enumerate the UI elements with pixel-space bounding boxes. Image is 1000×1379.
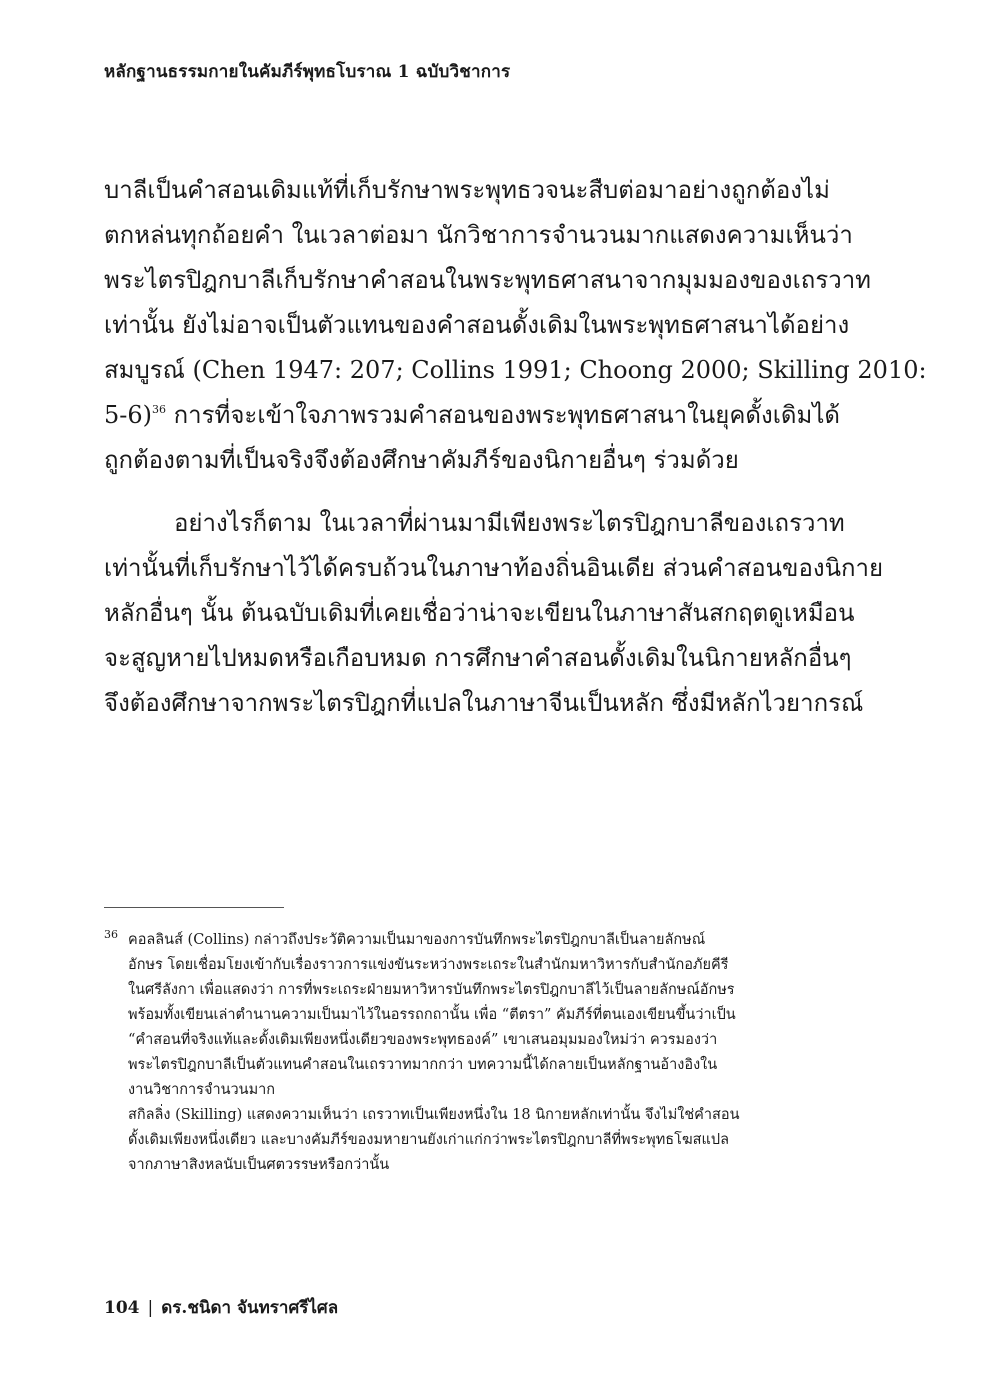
footnote-line: ในศรีลังกา เพื่อแสดงว่า การที่พระเถระฝ่ายมหาวิหารบันทึกพระไตรปิฎกบาลีไว้เป็นลายลักษณ์อักษร	[128, 982, 735, 998]
footnote-divider	[104, 907, 284, 908]
footnote-line: อักษร โดยเชื่อมโยงเข้ากับเรื่องราวการแข่งขันระหว่างพระเถระในสำนักมหาวิหารกับสำนักอภัยคีรี	[128, 957, 729, 973]
citation-text: 5-6)	[104, 401, 153, 429]
body-line: จึงต้องศึกษาจากพระไตรปิฎกที่แปลในภาษาจีนเป็นหลัก ซึ่งมีหลักไวยากรณ์	[104, 689, 864, 717]
footnote-line: พร้อมทั้งเขียนเล่าตำนานความเป็นมาไว้ในอรรถกถานั้น เพื่อ “ตีตรา” คัมภีร์ที่ตนเองเขียนขึ้นว่าเป็น	[128, 1007, 736, 1023]
footnote-line: งานวิชาการจำนวนมาก	[128, 1082, 276, 1098]
paragraph-2	[104, 501, 884, 726]
body-line: สมบูรณ์ (Chen 1947: 207; Collins 1991; Choong 2000; Skilling 2010:	[104, 356, 927, 384]
footnote-line: สกิลลิ่ง (Skilling) แสดงความเห็นว่า เถรวาทเป็นเพียงหนึ่งใน 18 นิกายหลักเท่านั้น จึงไม่ใช่คำสอน	[128, 1107, 740, 1123]
body-line: เท่านั้น ยังไม่อาจเป็นตัวแทนของคำสอนดั้งเดิมในพระพุทธศาสนาได้อย่าง	[104, 311, 850, 339]
body-line: ตกหล่นทุกถ้อยคำ ในเวลาต่อมา นักวิชาการจำนวนมากแสดงความเห็นว่า	[104, 221, 853, 249]
body-line: บาลีเป็นคำสอนเดิมแท้ที่เก็บรักษาพระพุทธวจนะสืบต่อมาอย่างถูกต้องไม่	[104, 176, 830, 204]
footnote-line: พระไตรปิฎกบาลีเป็นตัวแทนคำสอนในเถรวาทมากกว่า บทความนี้ได้กลายเป็นหลักฐานอ้างอิงใน	[128, 1057, 718, 1073]
footnote-line: คอลลินส์ (Collins) กล่าวถึงประวัติความเป็นมาของการบันทึกพระไตรปิฎกบาลีเป็นลายลักษณ์	[128, 932, 706, 948]
body-line: หลักอื่นๆ นั้น ต้นฉบับเดิมที่เคยเชื่อว่าน่าจะเขียนในภาษาสันสกฤตดูเหมือน	[104, 599, 855, 627]
body-line: ถูกต้องตามที่เป็นจริงจึงต้องศึกษาคัมภีร์ของนิกายอื่นๆ ร่วมด้วย	[104, 446, 739, 474]
page-footer	[104, 1294, 338, 1321]
page-number: 104	[104, 1298, 140, 1318]
footnote-number: 36	[104, 928, 118, 941]
body-line: พระไตรปิฎกบาลีเก็บรักษาคำสอนในพระพุทธศาสนาจากมุมมองของเถรวาท	[104, 266, 871, 294]
footer-separator: |	[147, 1298, 154, 1318]
main-body	[104, 168, 927, 726]
body-text-span: การที่จะเข้าใจภาพรวมคำสอนของพระพุทธศาสนาในยุคดั้งเดิมได้	[166, 401, 840, 429]
body-line-with-reference	[104, 393, 864, 438]
paragraph-1	[104, 168, 927, 483]
body-line: อย่างไรก็ตาม ในเวลาที่ผ่านมามีเพียงพระไตรปิฎกบาลีของเถรวาท	[174, 509, 845, 537]
footnote-line: “คำสอนที่จริงแท้และดั้งเดิมเพียงหนึ่งเดียวของพระพุทธองค์” เขาเสนอมุมมองใหม่ว่า ควรมองว่า	[128, 1032, 718, 1048]
footnote-line: ดั้งเดิมเพียงหนึ่งเดียว และบางคัมภีร์ของมหายานยังเก่าแก่กว่าพระไตรปิฎกบาลีที่พระพุทธโฆสแปล	[128, 1132, 729, 1148]
footnote-block	[104, 928, 864, 1178]
footnote-line: จากภาษาสิงหลนับเป็นศตวรรษหรือกว่านั้น	[128, 1157, 390, 1173]
author-name: ดร.ชนิดา จันทราศรีไศล	[161, 1298, 339, 1318]
running-header: หลักฐานธรรมกายในคัมภีร์พุทธโบราณ 1 ฉบับวิชาการ	[104, 62, 511, 82]
body-line: เท่านั้นที่เก็บรักษาไว้ได้ครบถ้วนในภาษาท้องถิ่นอินเดีย ส่วนคำสอนของนิกาย	[104, 554, 884, 582]
body-line: จะสูญหายไปหมดหรือเกือบหมด การศึกษาคำสอนดั้งเดิมในนิกายหลักอื่นๆ	[104, 644, 852, 672]
footnote-reference[interactable]: 36	[152, 403, 167, 416]
